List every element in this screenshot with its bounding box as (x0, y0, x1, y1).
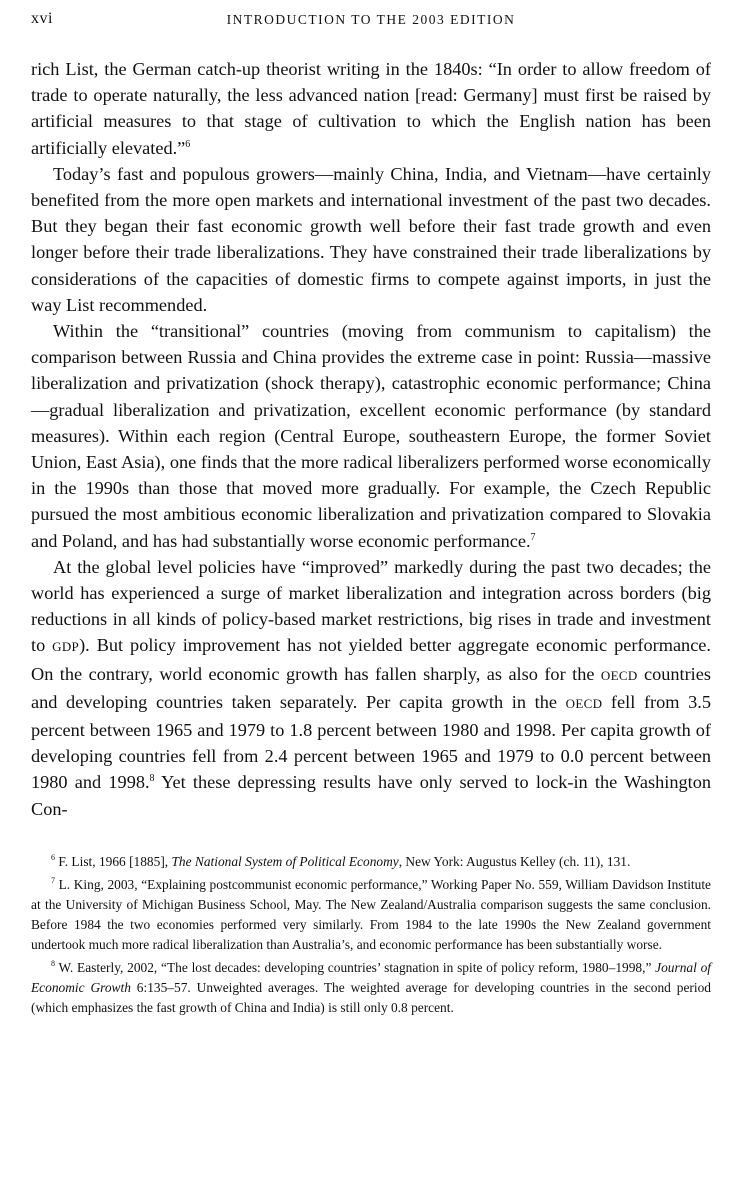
book-page (31, 10, 711, 1021)
abbr-gdp: GDP (52, 639, 80, 655)
abbr-oecd: OECD (600, 667, 638, 683)
footnote-8-title: Journal of Economic Growth (31, 959, 711, 995)
footnote-ref-7[interactable]: 7 (530, 531, 536, 543)
paragraph-2: Today’s fast and populous growers—mainly China, India, and Vietnam—have certainly benefited from the more open markets and international investment of the past two decades. But they began their fast economic growth well before their fast trade growth and even longer before their trade liberalizations. They have constrained their trade liberalizations by considerations of the capacities of domestic firms to compete against imports, in just the way List recommended. (31, 163, 711, 315)
paragraph-3: Within the “transitional” countries (moving from communism to capitalism) the comparison between Russia and China provides the extreme case in point: Russia—massive liberalization and privatization (shock therapy), catastrophic economic performance; China—gradual liberalization and privatization, excellent economic performance (by standard measures). Within each region (Central Europe, southeastern Europe, the former Soviet Union, East Asia), one finds that the more radical liberalizers performed worse economically in the 1990s than those that moved more gradually. For example, the Czech Republic pursued the most ambitious economic liberalization and privatization compared to Slovakia and Poland, and has had substantially worse economic performance.$^7$ (31, 321, 711, 551)
footnote-6: $^6$ F. List, 1966 [1885], The National System of Political Economy, New York: Augustus Kelley (ch. 11), 131. (51, 852, 631, 869)
footnote-ref-6[interactable]: 6 (185, 138, 191, 150)
footnote-7: $^7$ L. King, 2003, “Explaining postcommunist economic performance,” Working Paper No. 559, William Davidson Institute at the University of Michigan Business School, May. The New Zealand/Australia comparison suggests the same conclusion. Before 1984 the two economies performed very similarly. From 1984 to the late 1990s the New Zealand government undertook much more radical liberalization than Australia’s, and economic performance has been substantially worse. (31, 875, 711, 952)
footnote-6-title: The National System of Political Economy (171, 853, 399, 869)
footnotes (31, 852, 711, 1018)
running-head: INTRODUCTION TO THE 2003 EDITION (226, 12, 516, 27)
body-text (31, 56, 711, 822)
footnote-8: $^8$ W. Easterly, 2002, “The lost decades: developing countries’ stagnation in spite of policy reform, 1980–1998,” Journal of Economic Growth 6:135–57. Unweighted averages. The weighted average for developing countries in the second period (which emphasizes the fast growth of China and India) is still only 0.8 percent. (31, 958, 711, 1015)
page-header (31, 10, 711, 34)
page-number: xvi (31, 10, 53, 27)
paragraph-4: At the global level policies have “improved” markedly during the past two decades; the world has experienced a surge of market liberalization and integration across borders (big reductions in all kinds of policy-based market restrictions, big rises in trade and investment to GDP). But policy improvement has not yielded better aggregate economic performance. On the contrary, world economic growth has fallen sharply, as also for the OECD countries and developing countries taken separately. Per capita growth in the OECD fell from 3.5 percent between 1965 and 1979 to 1.8 percent between 1980 and 1998. Per capita growth of developing countries fell from 2.4 percent between 1965 and 1979 to 0.0 percent between 1980 and 1998.$^8$ Yet these depressing results have only served to lock-in the Washington Con- (31, 556, 711, 819)
footnote-ref-8[interactable]: 8 (149, 773, 155, 785)
paragraph-1: rich List, the German catch-up theorist writing in the 1840s: “In order to allow freedom of trade to operate naturally, the less advanced nation [read: Germany] must first be raised by artificial measures to that stage of cultivation to which the English nation has been artificially elevated.”$^6$ (31, 59, 711, 158)
abbr-oecd: OECD (565, 695, 603, 711)
